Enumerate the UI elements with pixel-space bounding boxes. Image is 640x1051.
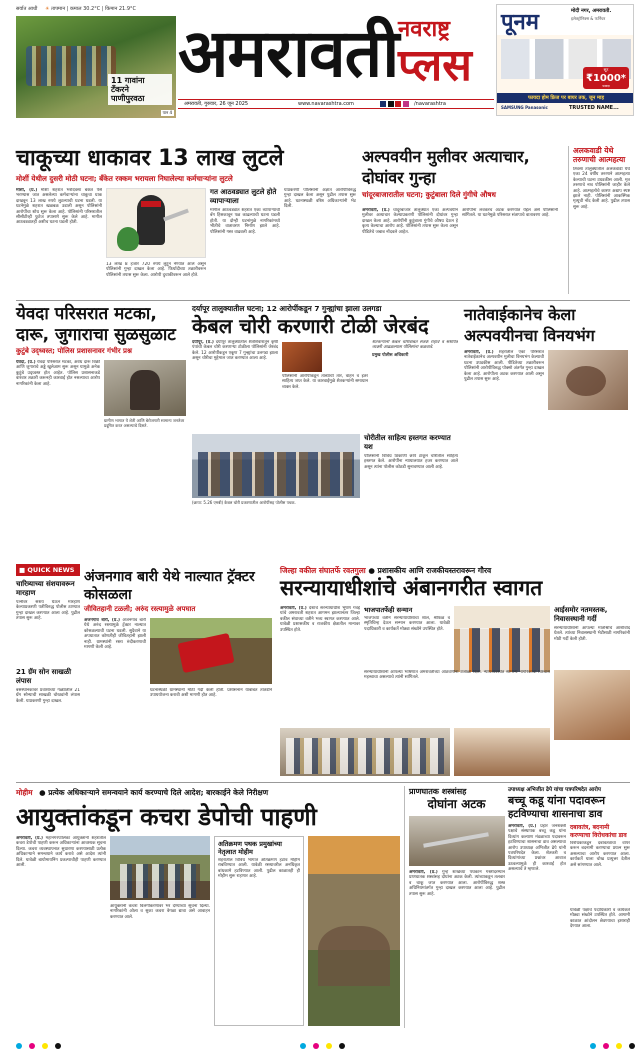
teaser-line3: पाणीपुरवठा [111,94,145,103]
bullet-icon: ● [368,566,375,575]
money-bag-icon [117,227,139,251]
mohim-label: मोहीम [16,788,33,797]
shastra-body [409,870,505,1026]
matka-story [16,304,188,562]
knife-icon [163,209,189,222]
ad-offer-badge [583,67,629,89]
nate-photo [548,350,628,410]
cyan-mark-3 [590,1043,596,1049]
weather-label: तापमान [51,6,66,12]
tractor-dateline: अंजनगाव बारी, (प्र.) [84,618,120,623]
ad-trusted: TRUSTED NAME... [569,105,619,111]
supplement-logo [398,18,493,98]
shastra-dateline: अमरावती, (प्र.) [409,870,438,875]
tractor-story [84,568,274,780]
bachchu-body: प्रहार जनशक्ती पक्षाचे संस्थापक बच्चू कडू यांना दिव्यांग कल्याण मंडळाच्या पदावरून हटविण्याचा शासनाचा डाव असल्याचा आरोप उपाध्यक्ष अभिजीत ढेपे यांनी पत्रपरिषदेत केला. शेतकरी व दिव्यांगांच्या प्रश्नांवर आवाज उठवल्यामुळे ही कारवाई होत असल्याचे ते म्हणाले. [508,824,566,873]
supplement-top: नवराष्ट्र [398,17,450,42]
justice-aai [554,606,630,776]
shastra-weapon [423,832,489,847]
quicknews-b1: पत्नीवर संशय घेऊन मारहाण केल्याप्रकरणी पतीविरुद्ध पोलीस ठाण्यात गुन्हा दाखल करण्यात आला आहे. पुढील तपास सुरू आहे. [16,600,80,622]
teaser-photo [16,16,176,118]
justice-photo-3 [454,728,550,776]
justice-box-body: भाजपच्या वतीने सरन्यायाधीशांचा शाल, श्रीफळ व स्मृतिचिन्ह देऊन सन्मान करण्यात आला. यावेळी पदाधिकारी व कार्यकर्ते मोठ्या संख्येने उपस्थित होते. [364,616,450,632]
mohim-box-body: शहरातील विविध भागांत अतिक्रमण हटाव मोहीम राबविण्यात आली. यावेळी रस्त्यावरील अनधिकृत बांधकामे हटविण्यात आली. पुढील काळातही ही मोहीम सुरू राहणार आहे. [218,858,300,880]
matka-photo [104,360,186,416]
black-mark [55,1043,61,1049]
matka-body-text: येवदा परिसरात मटका, अवैध दारू विक्री आणि जुगाराचे अड्डे खुलेआम सुरू असून यामुळे अनेक कुटुंबे उद्ध्वस्त होत आहेत. पोलिस प्रशासनाकडे वारंवार तक्रारी करूनही कारवाई होत नसल्याचा आरोप नागरिकांनी केला आहे. [16,360,100,387]
lead-col1 [16,188,102,296]
matka-caption: ग्रामीण भागात ये शेती आणि बेरोजगारी सामान्य जनतेवर प्रदूषित करत असल्याचे दिसते. [104,418,185,428]
justice-col3 [364,670,550,726]
register-marks-left [16,1034,63,1051]
lead-col2-body: 13 लाख 8 हजार 720 रुपये लुटून नेण्यात आले असून पोलिसांनी गुन्हा दाखल केला आहे. फिर्यादीच्या तक्रारीवरून पोलिसांनी तपास सुरू केला. आरोपी दुचाकीवरून आले होते. [106,262,206,278]
ad-brand: पूनम [501,10,539,35]
justice-photo-2-people [286,738,444,774]
ad-offer-big: ₹1000* [585,73,627,84]
lead-col4 [284,188,356,296]
justice-box-head: भाजपातर्फेही सन्मान [364,606,413,614]
girl-subhead: चांदूरबाजारातील घटना; कुटुंबाला दिले गुंगीचे औषध [362,190,496,199]
shastra-kicker: प्राणघातक शस्त्रांसह [409,787,467,796]
mohim-headline: आयुक्तांकडून कचरा डेपोची पाहणी [16,803,317,831]
social-icons [380,101,409,110]
girl-body: चांदूरबाजार तालुक्यात एका अल्पवयीन मुलीवर अत्याचार केल्याप्रकरणी पोलिसांनी दोघांवर गुन्हा दाखल केला आहे. आरोपींनी कुटुंबाला गुंगीचे औषध देऊन हे कृत्य केल्याचा आरोप आहे. पोलिसांनी तपास सुरू केला असून पीडितेचे जबाब नोंदवले आहेत. [362,208,458,235]
mohim-box [214,836,304,1026]
cable-quote-text: शेतकऱ्यांनी केबल चोरीबाबत सतर्क राहावे व संशयित व्यक्ती आढळल्यास पोलिसांना कळवावे. [372,340,458,351]
justice-kicker2: प्रशासकीय आणि राजकीयस्तरावरून गौरव [377,566,492,575]
lead-body: मोर्शी शहरात भरदिवसा बॅंकेत पैसे भरण्यास जात असलेल्या कर्मचाऱ्यांना चाकूचा धाक दाखवून 13 लाख रुपये लुटल्याची घटना घडली. या घटनेमुळे शहरात खळबळ उडाली असून पोलिसांनी आरोपींचा शोध सुरू केला आहे. पोलिसांनी परिसरातील सीसीटीव्ही फुटेज तपासणे सुरू केले आहे. मागील आठवड्यातही अशीच घटना घडली होती. [16,188,102,226]
akkawadi-body: तिवसा तालुक्यातील अलकवाडी येथे एका 24 वर्षीय तरुणाने आत्महत्या केल्याची घटना उघडकीस आली. मृत तरुणाचे नाव पोलिसांनी जाहीर केले आहे. आत्महत्येचे कारण अद्याप स्पष्ट झाले नाही. पोलिसांनी आकस्मिक मृत्यूची नोंद केली आहे. पुढील तपास सुरू आहे. [573,167,630,210]
facebook-icon[interactable] [380,101,386,107]
yellow-mark-2 [326,1043,332,1049]
lead-col2 [106,262,206,296]
justice-col1 [280,606,360,726]
teaser-line2: टॅंकरने [111,85,129,94]
handle-text[interactable]: /navarashtra [414,101,446,107]
nate-headline: नातेवाईकानेच केला अल्पवयीनचा विनयभंग [464,305,595,345]
cable-kicker: दर्यापूर तालुक्यातील घटना; 12 आरोपींकडून 7 गुन्ह्यांचा झाला उलगडा [192,304,382,313]
justice-people [460,628,544,672]
justice-aai-head: आईसमोर नतमस्तक, निवासस्थानी गर्दी [554,606,608,623]
bachchu-col3 [570,908,630,1026]
justice-aai-body: सरन्यायाधीशांनी आपल्या मातोश्रींचे आशीर्वाद घेतले. त्यांच्या निवासस्थानी भेटीसाठी नागरिकांनी मोठी गर्दी केली होती. [554,626,630,642]
black-mark-2 [339,1043,345,1049]
teaser-photo-crowd [26,46,116,86]
cable-col2 [282,374,368,430]
sun-icon: ☀ [44,6,50,12]
tractor-shape [177,633,234,673]
cable-body: दर्यापूर तालुक्यातील शेतशिवारातून कृषी पंपांची केबल चोरी करणाऱ्या टोळीला पोलिसांनी जेरबंद केले. 12 आरोपींकडून एकूण 7 गुन्ह्यांचा उलगडा झाला असून चोरीचा मुद्देमाल जप्त करण्यात आला आहे. [192,340,278,362]
date-bar [178,99,494,109]
quicknews-box [16,564,80,780]
rule-1 [16,300,630,301]
bachchu-col1 [508,824,566,1028]
shastra-body-text: गुन्हे शाखेच्या पथकाने गस्तीदरम्यान प्राणघातक शस्त्रांसह दोघांना अटक केली. त्यांच्याकडून तलवार व चाकू जप्त करण्यात आला. आरोपींविरुद्ध शस्त्र अधिनियमांतर्गत गुन्हा दाखल करण्यात आला आहे. पुढील तपास सुरू आहे. [409,870,505,897]
cable-story [192,304,458,562]
x-icon[interactable] [388,101,394,107]
lead-box-body: मागील आठवड्यात शहरात एका व्यापाऱ्याची बॅग हिसकावून पळ काढल्याची घटना घडली होती. या दोन्ही घटनांमुळे नागरिकांमध्ये भीतीचे वातावरण निर्माण झाले आहे. पोलिसांनी गस्त वाढवली आहे. [210,208,280,235]
matka-headline: येवदा परिसरात मटका, [16,304,157,324]
cable-headline: केबल चोरी करणारी टोळी जेरबंद [192,314,429,338]
poonam-ad[interactable] [496,4,634,116]
tractor-body2: घटनास्थळी ग्रामस्थांनी मोठी गर्दी केली होती. प्रशासनाने याबाबत तातडीने उपाययोजना करावी अशी मागणी होत आहे. [150,688,272,699]
mohim-photo-people [120,864,200,898]
girl-dateline: अमरावती, (प्र.) [362,208,390,213]
nate-photo-hand [566,366,606,396]
bachchu-headline: बच्चू कडू यांना पदावरून [508,794,606,807]
instagram-icon[interactable] [403,101,409,107]
tractor-col2 [150,688,272,778]
website-text[interactable]: www.navarashtra.com [298,101,354,107]
nate-col1 [464,350,544,560]
matka-body [16,360,100,560]
justice-story [280,566,630,780]
justice-kicker: जिल्हा वकील संघातर्फे रवतगुला [280,566,366,575]
supplement-title: प्लस [398,40,472,91]
teaser-text-box [108,74,172,105]
bachchu-box-body: विरोधकांकडून दबावतंत्राचा वापर करून बदनामी करण्याचा प्रयत्न सुरू असल्याचा आरोप करण्यात आला. कार्यकर्ते याला चोख प्रत्युत्तर देतील असे सांगण्यात आले. [570,841,630,868]
lead-story [16,146,356,296]
matka-subhead: कुटुंबे उद्ध्वस्त; पोलिस प्रशासनावर गंभीर प्रश्न [16,347,132,355]
nate-dateline: अमरावती, (प्र.) [464,350,494,355]
mohim-strip [16,786,400,800]
tractor-headline: अंजनगाव बारी येथे नाल्यात ट्रॅक्टर कोसळला [84,569,255,603]
lead-subhead: मोर्शी येथील दुसरी मोठी घटना; बॅंकेत रक्कम भरायला निघालेल्या कर्मचाऱ्यांना लुटले [16,174,233,183]
ad-brands: SAMSUNG Panasonic [501,105,548,110]
akkawadi-headline: अलकवाडी येथे तरुणाची आत्महत्या [573,146,626,164]
quicknews-label-text: QUICK NEWS [27,566,75,574]
bachchu-box [570,824,630,904]
quicknews-h2: 21 ग्रॅम सोन साखळी लंपास [16,668,72,685]
mohim-photo-2 [308,836,400,1026]
page-label: पान 4 [162,110,172,115]
bachchu-dateline: अमरावती, (प्र.) [508,824,537,829]
lead-headline: चाकूच्या धाकावर 13 लाख लुटले [16,146,284,171]
youtube-icon[interactable] [395,101,401,107]
cable-dateline: दर्यापूर, (प्र.) [192,340,214,345]
girl-story [362,146,562,296]
justice-photo-aai [554,670,630,740]
cable-quote [372,340,458,430]
mohim-photo-2-pile [318,926,390,986]
cable-body2: पोलिसांनी आरोपींकडून तांब्याची तार, वाहन व इतर साहित्य जप्त केले. या कारवाईमुळे शेतकऱ्यांनी समाधान व्यक्त केले. [282,374,368,390]
justice-photo-2 [280,728,450,776]
group-people [198,452,354,496]
yellow-mark-3 [616,1043,622,1049]
robber-mask [141,201,161,207]
shastra-headline: दोघांना अटक [427,797,486,811]
cable-caption: (छाया: 5.26 एमबी) केबल चोरी प्रकरणातील आरोपींसह पोलीस पथक. [192,500,296,505]
magenta-mark [29,1043,35,1049]
matka-dateline: येवदा, (प्र.) [16,360,36,365]
register-marks-mid [300,1034,347,1051]
mohim-bullet-icon: ● [39,788,46,797]
girl-body2: आरोपींना लवकरच अटक करण्यात येईल असे पोलिसांनी सांगितले. या घटनेमुळे परिसरात संतापाचे वातावरण आहे. [462,208,558,219]
nate-story [464,304,630,562]
cable-photo-story-body: पोलिसांनी विविध ठिकाणी छापे टाकून चोरीतील साहित्य हस्तगत केले. आरोपींना न्यायालयात हजर करण्यात आले असून त्यांना पोलीस कोठडी सुनावण्यात आली आहे. [364,454,458,470]
shastra-story [404,786,504,1028]
ad-offer-small: सूट [603,67,609,72]
masthead-topline: सर्वात आधी ☀ तापमान | कमाल 30.2°C | किमान 21.9°C [16,6,136,12]
mohim-story [16,802,400,1028]
nate-body: शहरातील एका परिसरात नातेवाईकानेच अल्पवयीन मुलीचा विनयभंग केल्याची घटना उघडकीस आली. पीडितेच्या तक्रारीवरून पोलिसांनी आरोपीविरुद्ध पोक्सो अंतर्गत गुन्हा दाखल केला आहे. आरोपीला अटक करण्यात आली असून पुढील तपास सुरू आहे. [464,350,544,383]
ad-offer-note: फायदा [602,84,610,88]
quicknews-h1: चारित्र्याच्या संशयावरून मारहाण [16,580,75,597]
justice-dateline: अमरावती, (प्र.) [280,606,307,611]
quicknews-label [16,564,80,576]
mohim-photo [110,836,210,900]
cable-col1 [192,340,278,430]
ad-bottom-strip: फायदा होम फ्रिज पर बायर तक, जून माह [497,93,634,103]
bachchu-kicker: उपाध्यक्ष अभिजीत ढेपे यांचा पत्रपरिषदेत आरोप [508,787,601,793]
lead-dateline: मोर्शी, (प्र.) [16,188,38,193]
justice-photo-main [454,606,550,672]
magenta-mark-2 [313,1043,319,1049]
quicknews-dot-icon: ■ [19,566,28,574]
mohim-col2 [110,904,210,1026]
quicknews-b2: बसस्थानकावर प्रवाशाच्या गळ्यातील 21 ग्रॅम सोन्याची साखळी चोरट्यांनी लंपास केली. याप्रकरणी गुन्हा दाखल. [16,688,80,704]
cyan-mark [16,1043,22,1049]
bachchu-story [508,786,630,1028]
ad-sub: इलेक्ट्रॉनिक्स & फर्निचर [571,16,606,21]
justice-headline: सरन्यायाधीशांचे अंबानगरीत स्वागत [280,576,543,600]
girl-col2 [462,208,558,296]
register-marks-right [590,1034,637,1051]
justice-box [364,606,450,666]
tractor-col1 [84,618,146,778]
matka-photo-figure [130,370,160,410]
bachchu-headline2: हटविण्याचा शासनाचा डाव [508,809,603,820]
matka-headline2: दारू, जुगाराचा सुळसुळाट [16,325,176,345]
cyan-mark-2 [300,1043,306,1049]
cable-group-photo [192,434,360,498]
girl-headline: अल्पवयीन मुलीवर अत्याचार, दोघांवर गुन्हा [362,147,530,187]
mohim-col1 [16,836,106,1026]
topline-text: सर्वात आधी [16,6,38,12]
tractor-body: अंजनगाव बारी येथे अरुंद रस्त्यामुळे ट्रॅक्टर नाल्यात कोसळल्याची घटना घडली. सुदैवाने या अपघातात कोणतीही जीवितहानी झाली नाही. ग्रामस्थांनी रस्ता रुंदीकरणाची मागणी केली आहे. [84,618,146,651]
mohim-box-head: अतिक्रमण पथक प्रमुखांच्या नेतृत्वात मोहीम [218,840,282,856]
girl-col1 [362,208,458,296]
cable-photo-story [364,434,458,562]
justice-body: देशाचे सरन्यायाधीश भूषण गवई यांचे अमरावती शहरात आगमन झाल्यानंतर जिल्हा वकील संघाच्या वतीने भव्य स्वागत करण्यात आले. यावेळी प्रशासकीय व राजकीय क्षेत्रातील मान्यवर उपस्थित होते. [280,606,360,633]
shastra-photo [409,816,505,866]
rule-2 [16,782,630,783]
lead-illustration [106,188,206,258]
lead-box [210,188,280,296]
cable-quote-by: प्रमुख पोलीस अधिकारी [372,352,409,358]
mohim-body: महानगरपालिका आयुक्तांनी शहरातील कचरा डेपोची पाहणी करून अधिकाऱ्यांना आवश्यक सूचना दिल्या. कचरा व्यवस्थापनात सुधारणा करण्यासाठी प्रत्येक अधिकाऱ्याने समन्वयाने कार्य करावे असे आदेश त्यांनी दिले. यावेळी बायोमायनिंग प्रकल्पाचीही पाहणी करण्यात आली. [16,836,106,869]
bachchu-body2: यावेळी पक्षाचे पदाधिकारी व कार्यकर्ते मोठ्या संख्येने उपस्थित होते. आगामी काळात आंदोलन छेडण्याचा इशाराही देण्यात आला. [570,908,630,930]
cable-inset-photo [282,342,322,372]
cable-photo-story-head: चोरीतील साहित्य हस्तगत करण्यात यश [364,434,451,451]
mohim-dateline: अमरावती, (प्र.) [16,836,43,841]
ad-header [497,5,634,35]
lead-box-head: गत आठवड्यात लुटले होते व्यापाऱ्याला [210,188,277,205]
tractor-photo [150,618,272,684]
magenta-mark-3 [603,1043,609,1049]
masthead [0,0,640,118]
justice-kicker-row [280,566,630,576]
weather-high: कमाल 30.2°C [69,6,101,12]
weather-low: किमान 21.9°C [105,6,136,12]
teaser-line1: 11 गावांना [111,76,145,85]
bachchu-box-head: दबावतंत्र, बदनामी करण्याचा विरोधकांचा डाव [570,824,627,839]
paper-title: अमरावती [178,15,399,92]
justice-body2: सरन्यायाधीशांनी आपल्या भाषणात अमरावतीच्या आठवणींना उजाळा दिला. न्यायव्यवस्थेत सामान्य नागरिकांचा विश्वास महत्त्वाचा असल्याचे त्यांनी सांगितले. [364,670,550,681]
yellow-mark [42,1043,48,1049]
ad-tagline: मोदी नगर, अमरावती. [571,8,612,14]
akkawadi-story [568,146,630,294]
dateline-text: अमरावती, गुरुवार, 26 जून 2025 [184,101,249,107]
mohim-body2: आयुक्तांनी कचरा विलगीकरणावर भर देण्याच्या सूचना दिल्या. नागरिकांनी ओला व सुका कचरा वेगळा द्यावा असे आवाहन करण्यात आले. [110,904,210,920]
black-mark-3 [629,1043,635,1049]
tractor-subhead: जीवितहानी टळली; अरुंद रस्त्यामुळे अपघात [84,605,196,613]
lead-col3-body: याप्रकरणी पोलिसांनी अज्ञात आरोपींविरुद्ध गुन्हा दाखल केला असून पुढील तपास सुरू आहे. घटनास्थळी वरिष्ठ अधिकाऱ्यांनी भेट दिली. [284,188,356,210]
mohim-kicker: प्रत्येक अधिकाऱ्याने समन्वयाने कार्य करण्याचे दिले आदेश; बारकाईने केले निरीक्षण [48,788,269,797]
